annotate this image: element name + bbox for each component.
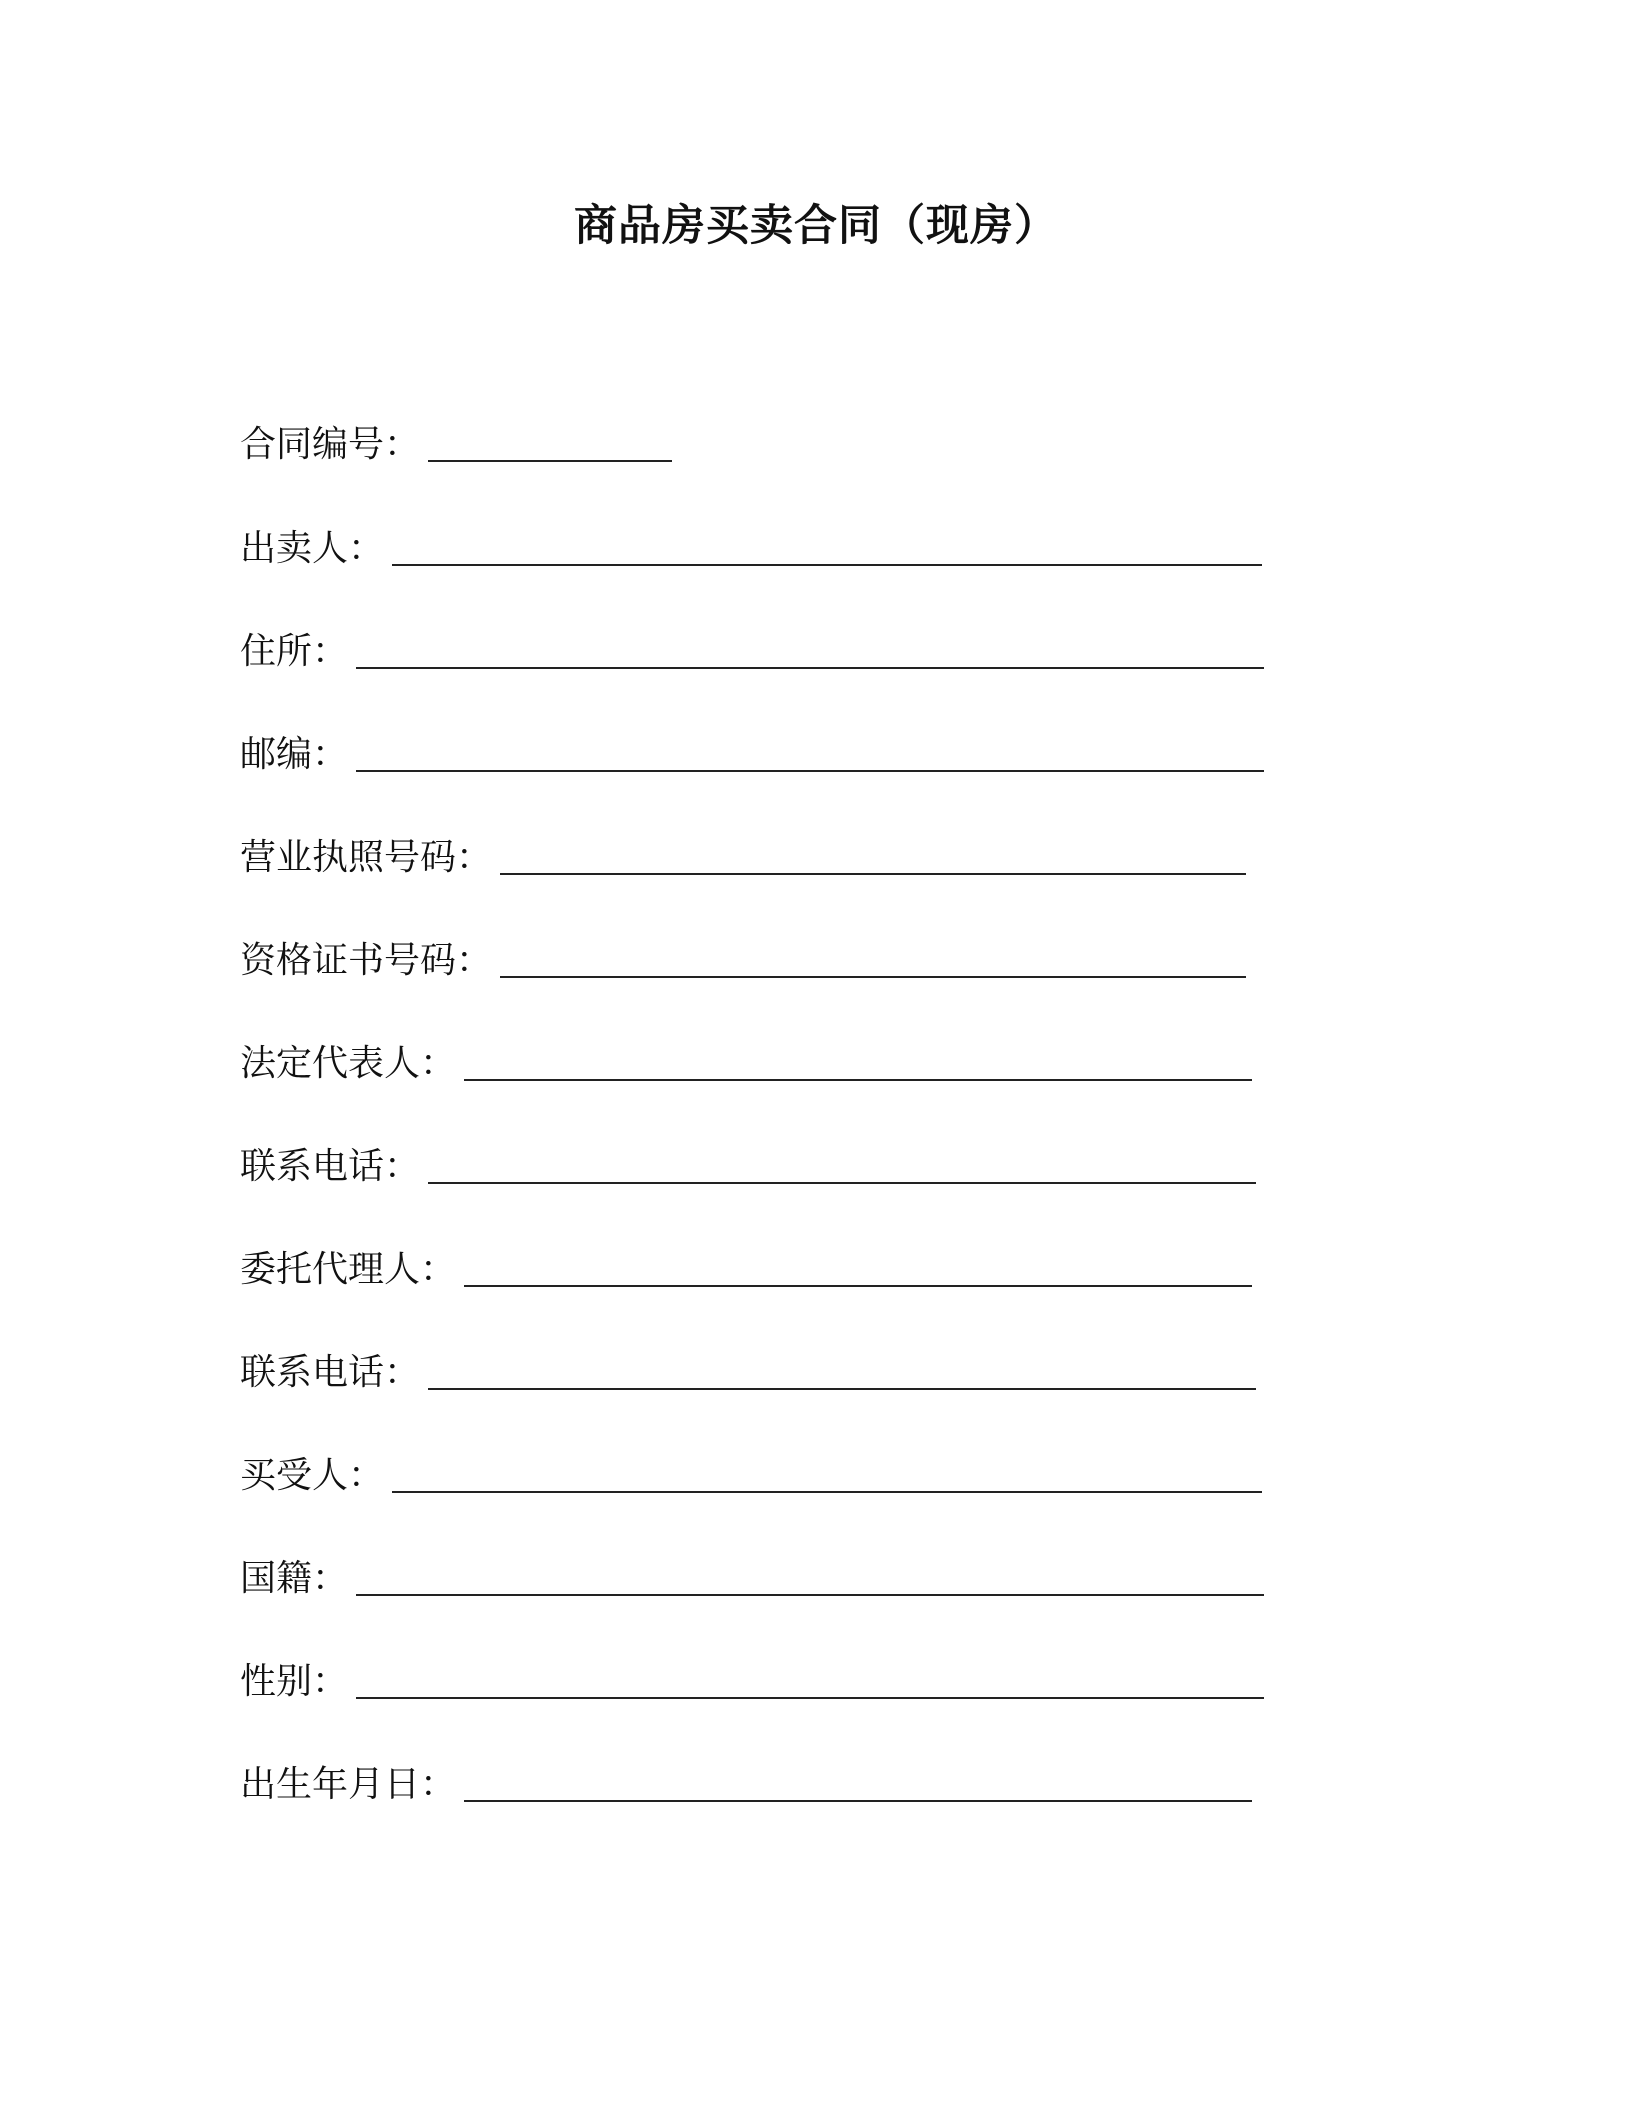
nationality-blank[interactable] xyxy=(356,1556,1264,1596)
contract-number-blank[interactable] xyxy=(428,422,672,462)
agent-blank[interactable] xyxy=(464,1247,1252,1287)
seller-phone-blank[interactable] xyxy=(428,1144,1256,1184)
postcode-field xyxy=(240,728,1264,778)
gender-blank[interactable] xyxy=(356,1659,1264,1699)
field-label: 联系电话： xyxy=(240,1146,421,1187)
agent-phone-blank[interactable] xyxy=(428,1350,1256,1390)
field-label: 合同编号： xyxy=(240,424,421,465)
nationality-field xyxy=(240,1552,1264,1602)
page-title: 商品房买卖合同（现房） xyxy=(574,201,1058,251)
gender-field xyxy=(240,1655,1264,1705)
birthdate-field xyxy=(240,1758,1252,1808)
qualification-cert-field xyxy=(240,934,1246,984)
agent-phone-field xyxy=(240,1346,1256,1396)
legal-rep-field xyxy=(240,1037,1252,1087)
business-license-blank[interactable] xyxy=(500,835,1246,875)
address-blank[interactable] xyxy=(356,629,1264,669)
seller-phone-field xyxy=(240,1140,1256,1190)
field-label: 出卖人： xyxy=(240,528,385,569)
agent-field xyxy=(240,1243,1252,1293)
address-field xyxy=(240,625,1264,675)
field-label: 营业执照号码： xyxy=(240,837,493,878)
field-label: 资格证书号码： xyxy=(240,940,493,981)
buyer-blank[interactable] xyxy=(392,1453,1262,1493)
field-label: 住所： xyxy=(240,631,349,672)
buyer-field xyxy=(240,1449,1262,1499)
field-label: 国籍： xyxy=(240,1558,349,1599)
field-label: 邮编： xyxy=(240,734,349,775)
field-label: 法定代表人： xyxy=(240,1043,457,1084)
seller-blank[interactable] xyxy=(392,526,1262,566)
legal-rep-blank[interactable] xyxy=(464,1041,1252,1081)
field-label: 性别： xyxy=(240,1661,349,1702)
contract-number-field xyxy=(240,418,672,468)
field-label: 联系电话： xyxy=(240,1352,421,1393)
field-label: 委托代理人： xyxy=(240,1249,457,1290)
field-label: 出生年月日： xyxy=(240,1764,457,1805)
birthdate-blank[interactable] xyxy=(464,1762,1252,1802)
seller-field xyxy=(240,522,1262,572)
business-license-field xyxy=(240,831,1246,881)
postcode-blank[interactable] xyxy=(356,732,1264,772)
qualification-cert-blank[interactable] xyxy=(500,938,1246,978)
field-label: 买受人： xyxy=(240,1455,385,1496)
